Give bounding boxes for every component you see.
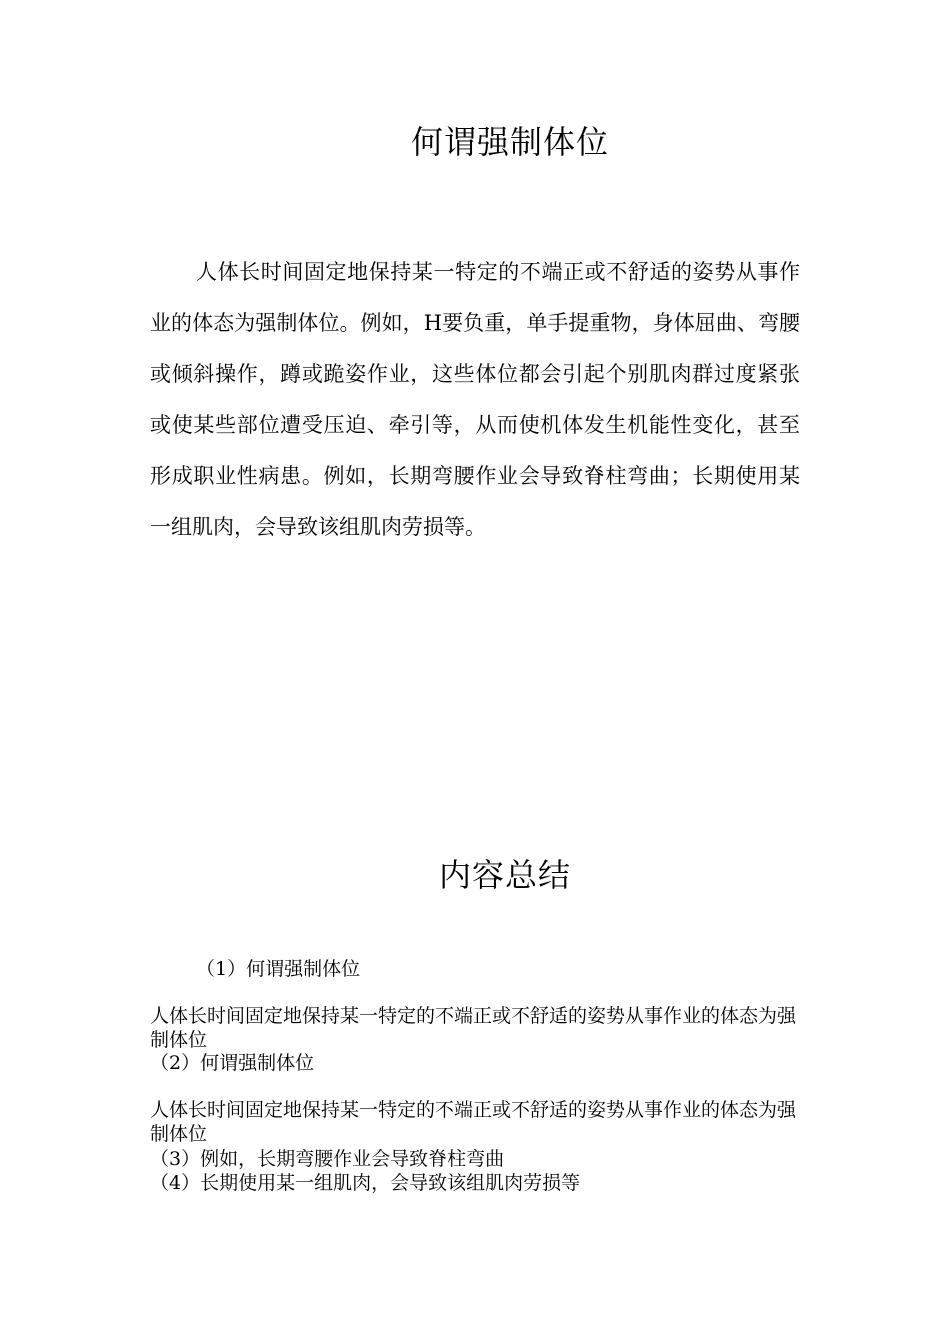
summary-title: 内容总结 <box>438 856 571 894</box>
summary-item-1: （1）何谓强制体位 <box>196 958 361 980</box>
summary-detail-1: 人体长时间固定地保持某一特定的不端正或不舒适的姿势从事作业的体态为强制体位 <box>150 1005 797 1051</box>
summary-detail-2: 人体长时间固定地保持某一特定的不端正或不舒适的姿势从事作业的体态为强制体位 <box>150 1099 797 1145</box>
page-title: 何谓强制体位 <box>410 123 609 161</box>
summary-item-3: （3）例如，长期弯腰作业会导致脊柱弯曲 <box>150 1148 505 1170</box>
summary-item-2: （2）何谓强制体位 <box>150 1052 315 1074</box>
body-paragraph: 人体长时间固定地保持某一特定的不端正或不舒适的姿势从事作业的体态为强制体位。例如，H要负重，单手提重物，身体屈曲、弯腰或倾斜操作，蹲或跪姿作业，这些体位都会引起个别肌肉群过度紧张或使某些部位遭受压迫、牵引等，从而使机体发生机能性变化，甚至形成职业性病患。例如，长期弯腰作业会导致脊柱弯曲；长期使用某一组肌肉，会导致该组肌肉劳损等。 <box>150 260 800 539</box>
summary-item-4: （4）长期使用某一组肌肉，会导致该组肌肉劳损等 <box>150 1172 581 1194</box>
